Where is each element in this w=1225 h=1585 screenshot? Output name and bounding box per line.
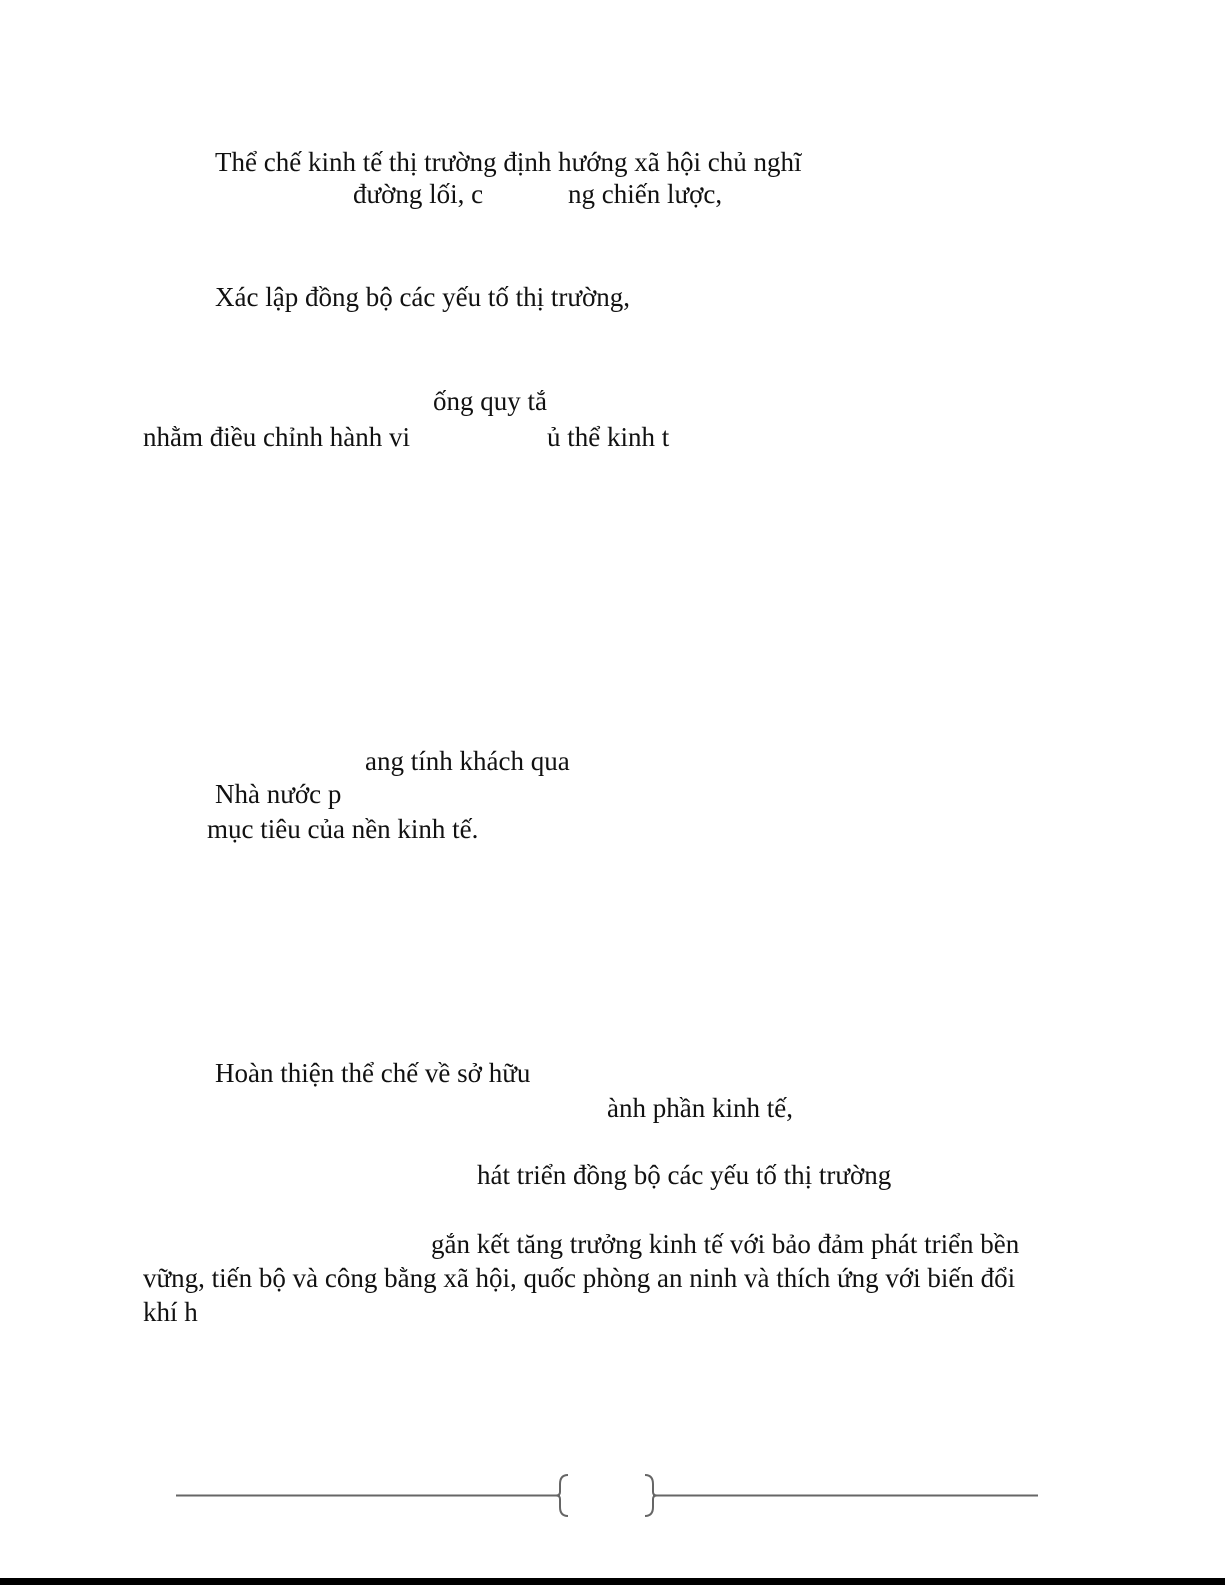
text-line: ng chiến lược,: [568, 179, 723, 209]
text-line: nhằm điều chỉnh hành vi: [143, 422, 410, 452]
page-footer: [0, 1470, 1225, 1530]
text-line: hát triển đồng bộ các yếu tố thị trường: [477, 1160, 892, 1190]
bottom-edge-band: [0, 1578, 1225, 1585]
text-line: Thể chế kinh tế thị trường định hướng xã hội chủ nghĩ: [215, 147, 802, 177]
text-line: ang tính khách qua: [365, 746, 570, 776]
footer-brace-left: [556, 1475, 568, 1516]
text-line: ủ thể kinh t: [547, 422, 670, 452]
text-line: mục tiêu của nền kinh tế.: [207, 814, 479, 844]
text-line: ành phần kinh tế,: [607, 1093, 793, 1123]
footer-page-number-frame: [0, 1470, 1225, 1530]
text-line: gắn kết tăng trưởng kinh tế với bảo đảm phát triển bền: [431, 1229, 1020, 1259]
text-line: Hoàn thiện thể chế về sở hữu: [215, 1058, 531, 1088]
text-line: Xác lập đồng bộ các yếu tố thị trường,: [215, 282, 631, 312]
text-line: vững, tiến bộ và công bằng xã hội, quốc phòng an ninh và thích ứng với biến đổi: [143, 1263, 1016, 1293]
text-line: khí h: [143, 1297, 198, 1327]
text-line: Nhà nước p: [215, 779, 342, 809]
text-line: đường lối, c: [353, 179, 484, 209]
text-line: ống quy tắ: [433, 386, 547, 416]
